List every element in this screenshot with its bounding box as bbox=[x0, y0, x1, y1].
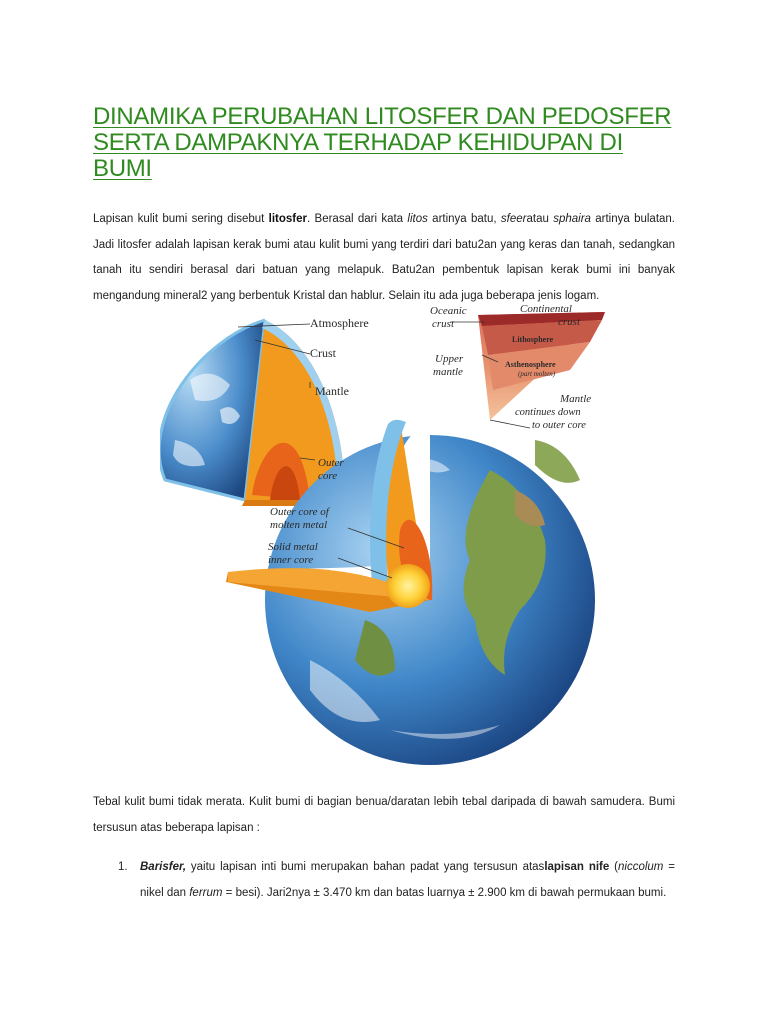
text-run: artinya batu, bbox=[427, 213, 501, 225]
label-continental-line1: Continental bbox=[520, 303, 572, 315]
label-mantle: Mantle bbox=[315, 384, 349, 398]
label-inner-core-line2: inner core bbox=[268, 554, 314, 566]
label-asthenosphere: Asthenosphere bbox=[505, 360, 556, 369]
text-run: = nikel dan bbox=[140, 861, 675, 899]
text-run: = besi). Jari2nya ± 3.470 km dan batas luarnya ± 2.900 km di bawah permukaan bumi. bbox=[222, 886, 667, 899]
term-lapisan-nife: lapisan nife bbox=[544, 861, 610, 873]
text-run: . Berasal dari kata bbox=[307, 213, 408, 225]
text-run: atau bbox=[526, 213, 554, 225]
layer-list bbox=[93, 855, 675, 906]
label-molten-line1: Outer core of bbox=[270, 506, 329, 518]
label-oceanic-line1: Oceanic bbox=[430, 305, 467, 317]
label-continental-line2: crust bbox=[558, 316, 580, 328]
label-mantle-cont-line1: Mantle bbox=[560, 393, 592, 405]
layers-intro-paragraph: Tebal kulit bumi tidak merata. Kulit bumi di bagian benua/daratan lebih tebal daripada di bawah samudera. Bumi tersusun atas beberapa lapisan : bbox=[93, 796, 675, 834]
term-niccolum: niccolum bbox=[618, 861, 664, 873]
label-crust: Crust bbox=[310, 346, 337, 360]
text-run: artinya bulatan. Jadi litosfer adalah lapisan kerak bumi atau kulit bumi yang terdiri dari batu2an yang keras dan tanah, sedangkan tanah itu sendiri berasal dari batuan yang melapuk. Batu2an pembentuk lapisan kerak bumi ini banyak mengandung mineral2 yang berbentuk Kristal dan hablur. Selain itu ada juga beberapa jenis logam. bbox=[93, 213, 676, 302]
label-mantle-cont-line3: to outer core bbox=[532, 420, 586, 431]
intro-paragraph bbox=[93, 207, 675, 309]
text-run: ( bbox=[609, 861, 618, 873]
label-asthenosphere-note: (part molten) bbox=[518, 370, 556, 378]
list-number: 1. bbox=[118, 861, 128, 873]
term-sfeer: sfeer bbox=[500, 213, 527, 225]
list-item bbox=[93, 855, 675, 906]
earth-layers-figure bbox=[160, 300, 620, 770]
label-molten-line2: molten metal bbox=[270, 519, 328, 531]
label-mantle-cont-line2: continues down bbox=[515, 407, 581, 418]
term-barisfer: Barisfer, bbox=[140, 861, 187, 873]
label-outer-core-line2: core bbox=[318, 470, 338, 482]
page-title: DINAMIKA PERUBAHAN LITOSFER DAN PEDOSFER SERTA DAMPAKNYA TERHADAP KEHIDUPAN DI BUMI bbox=[93, 103, 672, 182]
label-upper-mantle-line1: Upper bbox=[435, 353, 464, 365]
term-ferrum: ferrum bbox=[189, 886, 223, 899]
text-run: yaitu lapisan inti bumi merupakan bahan padat yang tersusun atas bbox=[186, 861, 545, 873]
text-run: Lapisan kulit bumi sering disebut bbox=[93, 213, 269, 225]
label-upper-mantle-line2: mantle bbox=[433, 366, 463, 378]
term-sphaira: sphaira bbox=[553, 213, 591, 225]
label-atmosphere: Atmosphere bbox=[310, 316, 369, 330]
label-oceanic-line2: crust bbox=[432, 318, 454, 330]
label-lithosphere: Lithosphere bbox=[512, 335, 554, 344]
term-litos: litos bbox=[407, 213, 428, 225]
label-inner-core-line1: Solid metal bbox=[268, 541, 318, 553]
list-item-body bbox=[140, 855, 675, 906]
term-litosfer: litosfer bbox=[268, 213, 308, 225]
label-outer-core-line1: Outer bbox=[318, 457, 344, 469]
